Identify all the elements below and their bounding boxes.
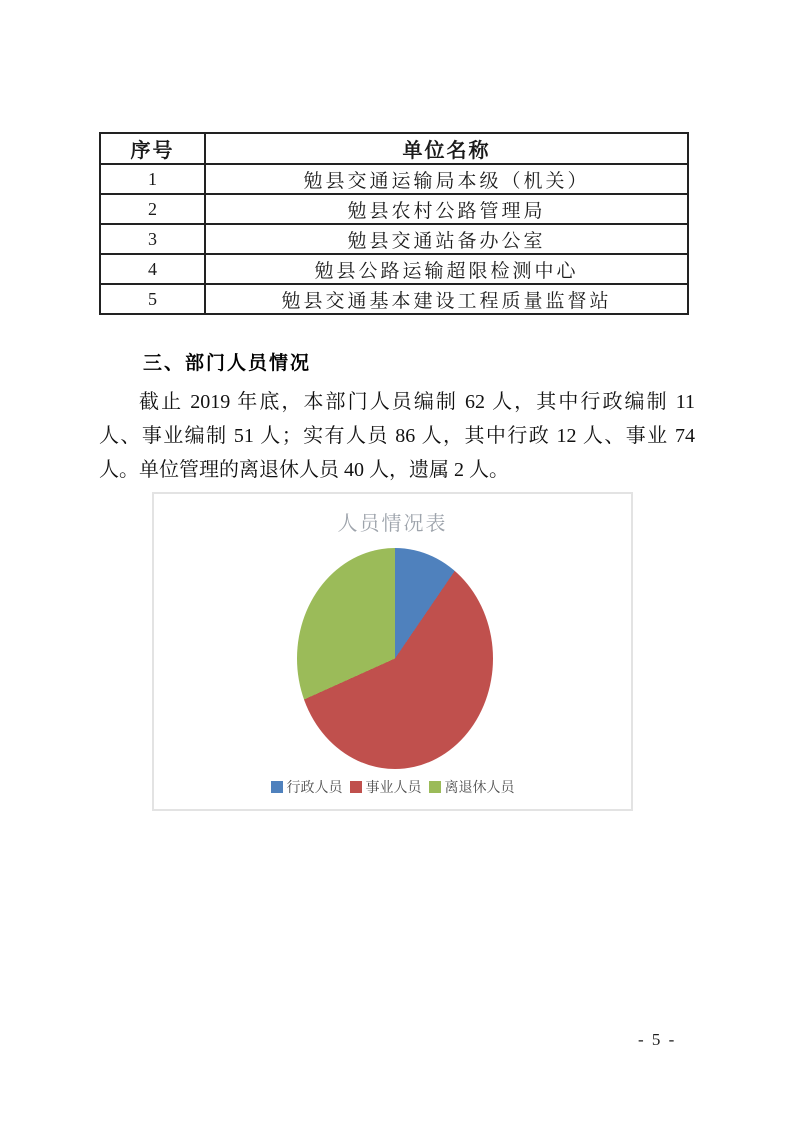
row-no: 5	[100, 284, 205, 314]
table-row	[100, 164, 688, 194]
legend-swatch-admin	[271, 781, 283, 793]
column-header-unit-name: 单位名称	[205, 133, 688, 164]
unit-name: 勉县交通基本建设工程质量监督站	[205, 284, 688, 314]
legend-label: 事业人员	[365, 779, 422, 795]
legend-swatch-career	[350, 781, 362, 793]
table-row	[100, 254, 688, 284]
units-table	[99, 132, 689, 315]
pie-graphic	[297, 548, 493, 769]
unit-name: 勉县农村公路管理局	[205, 194, 688, 224]
paragraph-line: 人、事业编制 51 人；实有人员 86 人，其中行政 12 人、事业 74	[99, 425, 695, 447]
personnel-pie-chart	[152, 492, 633, 811]
page-number: - 5 -	[638, 1030, 677, 1049]
legend-item	[271, 777, 343, 797]
chart-legend	[154, 777, 631, 797]
table-row	[100, 224, 688, 254]
unit-name: 勉县交通运输局本级（机关）	[205, 164, 688, 194]
chart-title: 人员情况表	[337, 513, 448, 535]
table-header-row	[100, 133, 688, 164]
unit-name: 勉县交通站备办公室	[205, 224, 688, 254]
legend-swatch-retired	[429, 781, 441, 793]
paragraph-line: 截止 2019 年底，本部门人员编制 62 人，其中行政编制 11	[139, 391, 695, 413]
row-no: 2	[100, 194, 205, 224]
legend-label: 行政人员	[286, 779, 343, 795]
row-no: 3	[100, 224, 205, 254]
legend-label: 离退休人员	[444, 779, 515, 795]
section-heading: 三、部门人员情况	[143, 353, 312, 374]
personnel-paragraph	[99, 385, 695, 487]
legend-item	[429, 777, 515, 797]
table-row	[100, 194, 688, 224]
column-header-no: 序号	[100, 133, 205, 164]
paragraph-line: 人。单位管理的离退休人员 40 人，遗属 2 人。	[99, 459, 509, 481]
row-no: 4	[100, 254, 205, 284]
table-row	[100, 284, 688, 314]
unit-name: 勉县公路运输超限检测中心	[205, 254, 688, 284]
legend-item	[350, 777, 422, 797]
row-no: 1	[100, 164, 205, 194]
